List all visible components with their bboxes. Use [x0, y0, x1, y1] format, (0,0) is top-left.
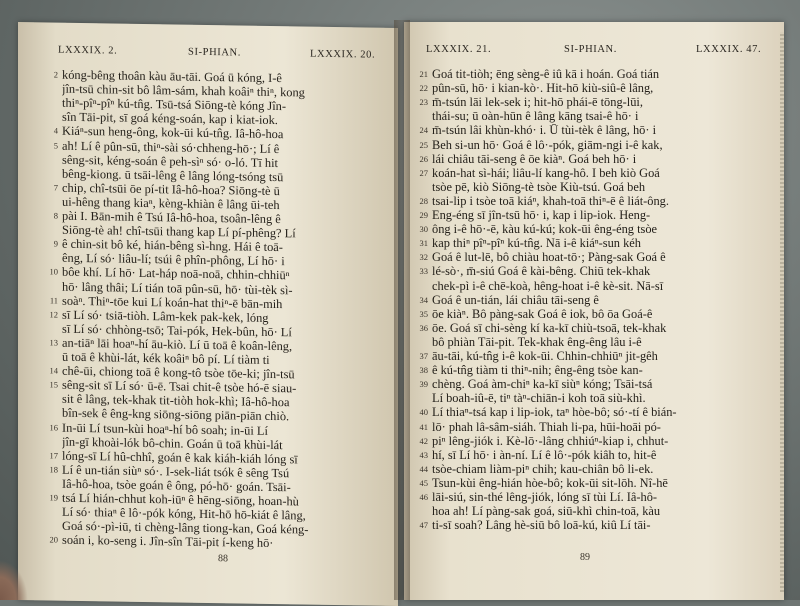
text-line: ōe kiàⁿ. Bô pàng-sak Goá ê iok, bô ōa Goá-ê [432, 306, 770, 323]
text-line: soán i, ko-seng i. Jîn-sîn Tāi-pit í-keng hō· [62, 532, 384, 554]
verse-number: 41 [414, 419, 428, 436]
verse-number: 17 [44, 447, 58, 464]
right-page [404, 22, 784, 600]
text-line: ti-sī soah? Lâng hè-siū bô loā-kú, kiû Lí tāi- [432, 517, 770, 534]
text-line: ah! Lí ê pûn-sū, thiⁿ-sài só·chheng-hō·; Lí ê [62, 137, 384, 159]
text-line: tsòe-chiam liàm-piⁿ chih; kau-chiân bô li-ek. [432, 461, 770, 478]
text-line: thiⁿ-pîⁿ-pîⁿ kú-tn̂g. Tsū-tsá Siōng-tè kóng Jîn- [62, 95, 384, 117]
verse-number: 36 [414, 320, 428, 337]
verse-number: 9 [44, 236, 58, 253]
verse-number: 38 [414, 362, 428, 379]
open-book [18, 14, 790, 600]
text-line: chèng. Goá àm-chiⁿ ka-kī siùⁿ kóng; Tsāi-tsá [432, 376, 770, 393]
text-line: pài I. Bān-mih ê Tsú Iâ-hô-hoa, tsoân-lêng ê [62, 208, 384, 230]
verse-number: 44 [414, 461, 428, 478]
book-gutter [394, 20, 410, 600]
right-page-number: 89 [580, 552, 590, 563]
text-line: jîn-tsū chin-sit bô lâm-sám, khah koâiⁿ thiⁿ, kong [62, 81, 384, 103]
verse-number: 29 [414, 207, 428, 224]
text-line: bêng-kiong. ū tsāi-lêng ê lâng lóng-tsóng tsū [62, 165, 384, 187]
text-line: sī Lí só· chhòng-tsō; Tai-pók, Hek-bûn, hō· Lí [62, 320, 384, 342]
verse-number: 33 [414, 263, 428, 280]
text-line: Siōng-tè ah! chî-tsūi thang kap Lí pí-phêng? Lí [62, 222, 384, 244]
verse-number: 10 [44, 264, 58, 281]
right-header-chapter-start: LXXXIX. 21. [426, 44, 491, 55]
text-line: Goá ê un-tián, lái chiâu tāi-seng ê [432, 292, 770, 309]
verse-number: 2 [44, 66, 58, 83]
verse-number: 45 [414, 475, 428, 492]
text-line: lāi-siú, sin-thé lêng-jiók, lóng sī tùi Lí. Iâ-hô- [432, 489, 770, 506]
verse-number: 23 [414, 94, 428, 111]
text-line: Goá ê lut-lē, bô chiàu hoat-tō·; Pàng-sak Goá ê [432, 249, 770, 266]
text-line: piⁿ lêng-jiók i. Kè-lō·-lâng chhiúⁿ-kiap i, chhut- [432, 433, 770, 450]
verse-number: 22 [414, 80, 428, 97]
verse-number: 19 [44, 489, 58, 506]
text-line: Kiáⁿ-sun heng-ông, kok-ūi kú-tn̂g. Iâ-hô-hoa [62, 123, 384, 145]
verse-number: 34 [414, 292, 428, 309]
verse-number: 4 [44, 123, 58, 140]
text-line: an-tiāⁿ lāi hoaⁿ-hí āu-kiò. Lí ū toā ê koân-lêng, [62, 335, 384, 357]
verse-number: 28 [414, 193, 428, 210]
text-line: kap thiⁿ pîⁿ-pîⁿ kú-tn̂g. Nā i-ê kiáⁿ-sun kéh [432, 235, 770, 252]
text-line: Lí ê un-tián siùⁿ só·. I-sek-liát tsók ê sêng Tsú [62, 461, 384, 483]
verse-number: 15 [44, 377, 58, 394]
verse-number: 31 [414, 235, 428, 252]
text-line: Lí boah-iû-ē, tiⁿ tàⁿ-chiān-i koh toā siù-khì. [432, 390, 770, 407]
text-line: Tsun-kùi êng-hián hòe-bô; kok-ūi sit-lōh. Nî-hē [432, 475, 770, 492]
text-line: thái-su; ū oàn-hūn ê lâng kāng tsai-ê hō· i [432, 108, 770, 125]
text-line: sêng-sit sī Lí só· ū-ē. Tsai chit-ê tsòe hó-ē siau- [62, 377, 384, 399]
text-line: āu-tāi, kú-tn̂g i-ê kok-ūi. Chhin-chhiūⁿ jit-gêh [432, 348, 770, 365]
text-line: chek-pì i-ê chē-koà, hêng-hoat i-ê kè-sit. Nā-sī [432, 278, 770, 295]
verse-number: 12 [44, 306, 58, 323]
text-line: jîn-gī khoài-lók bô-chin. Goán ū toā khùi-lát [62, 433, 384, 455]
text-line: hí, sī Lí hō· i àn-ní. Lí ê lô·-pók kiâh to, hit-ê [432, 447, 770, 464]
text-line: sī Lí só· tsiā-tiòh. Lâm-kek pak-kek, lóng [62, 306, 384, 328]
text-line: lé-sò·, m̄-siú Goá ê kài-bêng. Chiū tek-khak [432, 263, 770, 280]
text-line: lái chiâu tāi-seng ê ōe kiàⁿ. Goá beh hō· i [432, 151, 770, 168]
verse-number: 35 [414, 306, 428, 323]
page-edges [780, 32, 784, 592]
text-line: ê kú-tn̂g tiàm ti thiⁿ-nih; êng-êng tsòe kan- [432, 362, 770, 379]
text-line: lō· phah lâ-sâm-siáh. Thiah li-pa, hūi-hoāi pó- [432, 419, 770, 436]
text-line: m̄-tsún lāi lek-sek i; hit-hō phái-ē tōng-lūi, [432, 94, 770, 111]
text-line: chip, chî-tsūi ōe pí-tit Iâ-hô-hoa? Siōng-tè ū [62, 179, 384, 201]
verse-number: 40 [414, 404, 428, 421]
text-line: ōe. Goá sī chi-sèng kí ka-kī chiù-tsoā, tek-khak [432, 320, 770, 337]
text-line: êng, Lí só· liâu-lí; tsúi ê phîn-phông, Lí hō· i [62, 250, 384, 272]
text-line: Iâ-hô-hoa, tsòe goán ê ông, pó-hō· goán. Tsāi- [62, 476, 384, 498]
verse-number: 11 [44, 292, 58, 309]
text-line: lóng-sī Lí hû-chhî, goán ê kak kiáh-kiáh lóng sī [62, 447, 384, 469]
verse-number: 30 [414, 221, 428, 238]
text-line: tsòe pē, kiò Siōng-tè tsòe Kiù-tsú. Goá beh [432, 179, 770, 196]
left-page-number: 88 [218, 553, 228, 564]
left-page-header [18, 44, 398, 66]
text-line: sit ê lâng, tek-khak tit-tiòh hok-khì; Iâ-hô-hoa [62, 391, 384, 413]
text-line: hō· lâng thâi; Lí tián toā pûn-sū, hō· tùi-tèk sì- [62, 278, 384, 300]
text-line: bô phiàn Tāi-pit. Tek-khak êng-êng lâu i-ê [432, 334, 770, 351]
left-header-title: SI-PHIAN. [188, 47, 241, 59]
verse-number: 13 [44, 334, 58, 351]
text-line: sêng-sit, kéng-soán ê peh-sìⁿ só· o-ló. Tī hit [62, 151, 384, 173]
text-line: ū toā ê khùi-lát, kék koâiⁿ bô pí. Lí tiàm ti [62, 349, 384, 371]
verse-number: 24 [414, 122, 428, 139]
text-line: ui-hêng thang kiaⁿ, kèng-khiàn ê lâng ūi-teh [62, 194, 384, 216]
verse-number: 32 [414, 249, 428, 266]
text-line: soàⁿ. Thiⁿ-tōe kui Lí koán-hat thiⁿ-ē bān-mih [62, 292, 384, 314]
verse-number: 26 [414, 151, 428, 168]
left-page-text [18, 66, 398, 72]
verse-number: 37 [414, 348, 428, 365]
left-header-chapter-end: LXXXIX. 20. [310, 49, 375, 61]
right-header-chapter-end: LXXXIX. 47. [696, 44, 761, 55]
left-page [18, 22, 398, 606]
verse-number: 27 [414, 165, 428, 182]
text-line: sîn Tāi-pit, sī goá kéng-soán, kap i kiat-iok. [62, 109, 384, 131]
text-line: Goá só·-pì-iū, ti chèng-lâng tiong-kan, Goá kéng- [62, 518, 384, 540]
verse-number: 47 [414, 517, 428, 534]
verse-number: 14 [44, 363, 58, 380]
text-line: Lí só· thiaⁿ ê lô·-pók kóng, Hit-hō hō-kiát ê lâng, [62, 504, 384, 526]
text-line: Beh si-un hō· Goá ê lô·-pók, giām-ngi i-ê kak, [432, 137, 770, 154]
text-line: kóng-bêng thoân kàu āu-tāi. Goá ū kóng, I-ê [62, 67, 384, 89]
verse-number: 42 [414, 433, 428, 450]
thumb [0, 560, 28, 600]
text-line: hoa ah! Lí pàng-sak goá, siū-khì chin-toā, kàu [432, 503, 770, 520]
text-line: bîn-sek ê êng-kng siōng-siōng piān-piān chiò. [62, 405, 384, 427]
text-line: koán-hat sì-hái; liâu-lí kang-hô. I beh kiò Goá [432, 165, 770, 182]
text-line: Eng-éng sī jîn-tsū hō· i, kap i lip-iok. Heng- [432, 207, 770, 224]
verse-number: 16 [44, 419, 58, 436]
text-line: ê chin-sit bô ké, hián-bêng sì-hng. Hái ê toā- [62, 236, 384, 258]
verse-number: 18 [44, 461, 58, 478]
text-line: tsá Lí hián-chhut koh-iūⁿ ê hēng-siōng, hoan-hù [62, 490, 384, 512]
text-line: Lí thiaⁿ-tsá kap i lip-iok, taⁿ hòe-bô; só·-tí ê bián- [432, 404, 770, 421]
verse-number: 39 [414, 376, 428, 393]
right-page-header [404, 44, 784, 60]
verse-number: 5 [44, 137, 58, 154]
text-line: Goá tit-tiòh; ēng sèng-ê iû kā i hoán. Goá tián [432, 66, 770, 83]
text-line: m̄-tsún lâi khùn-khó· i. Ū tùi-tèk ê lâng, hō· i [432, 122, 770, 139]
verse-number: 43 [414, 447, 428, 464]
text-line: ông i-ê hō·-ē, kàu kú-kú; kok-ūi êng-éng tsòe [432, 221, 770, 238]
left-header-chapter-start: LXXXIX. 2. [58, 45, 117, 57]
verse-number: 7 [44, 179, 58, 196]
verse-number: 20 [44, 532, 58, 549]
verse-number: 8 [44, 207, 58, 224]
verse-number: 46 [414, 489, 428, 506]
text-line: tsai-lip i tsòe toā kiáⁿ, khah-toā thiⁿ-ē ê liát-ông. [432, 193, 770, 210]
text-line: pûn-sū, hō· i kian-kò·. Hit-hō kiù-siû-ê lâng, [432, 80, 770, 97]
text-line: bôe khí. Lí hō· Lat-háp noā-noā, chhin-chhiūⁿ [62, 264, 384, 286]
text-line: In-ūi Lí tsun-kùi hoaⁿ-hí bô soah; in-ūi Lí [62, 419, 384, 441]
verse-number: 25 [414, 137, 428, 154]
text-line: chê-ūi, chiong toā ê kong-tô tsòe tōe-ki; jîn-tsū [62, 363, 384, 385]
verse-number: 21 [414, 66, 428, 83]
right-header-title: SI-PHIAN. [564, 44, 617, 55]
